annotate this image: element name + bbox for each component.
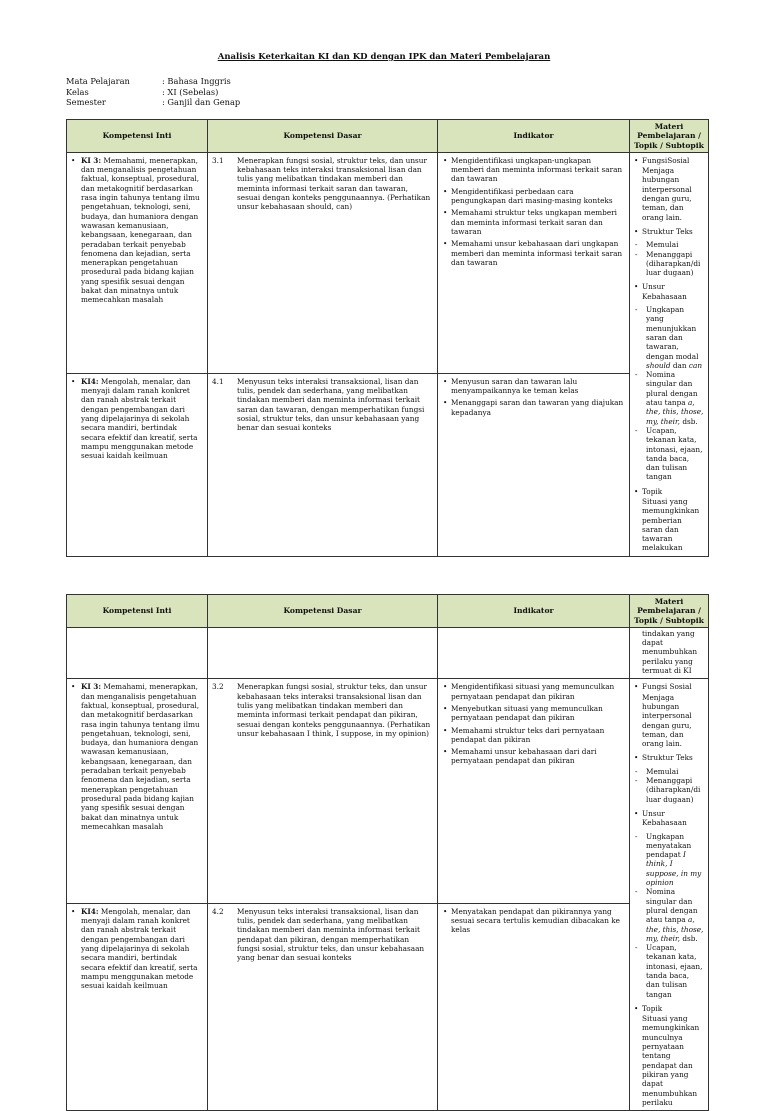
meta-value: : Bahasa Inggris (162, 76, 231, 86)
document-meta (66, 76, 240, 108)
ki4-label: KI4: (81, 906, 99, 916)
ki4-text: Mengolah, menalar, dan menyaji dalam ranah konkret dan ranah abstrak terkait dengan pengembangan dari yang dipelajarinya di sekolah secara mandiri, bertindak secara efektif dan kreatif, serta mampu menggunakan metode sesuai kaidah keilmuan (81, 906, 198, 991)
header-kompetensi-inti: Kompetensi Inti (67, 595, 208, 628)
kd41-text: Menyusun teks interaksi transaksional, lisan dan tulis, pendek dan sederhana, yang melibatkan tindakan memberi dan meminta informasi terkait saran dan tawaran, dengan memperhatikan fungsi sosial, struktur teks, dan unsur kebahasaan yang benar dan sesuai konteks (237, 376, 425, 433)
italic-term: can (688, 360, 703, 370)
meta-label: Kelas (66, 86, 89, 97)
text-span: dsb. (680, 416, 698, 426)
header-indikator: Indikator (438, 595, 630, 628)
header-materi (630, 120, 709, 153)
ki3-text-block (71, 156, 203, 305)
list-item: • Memahami unsur kebahasaan dari ungkapan memberi dan meminta informasi terkait saran dan tawaran (451, 239, 625, 267)
kd31-text: Menerapkan fungsi sosial, struktur teks, dan unsur kebahasaan teks interaksi transaksional lisan dan tulis yang melibatkan tindakan memberi dan meminta informasi terkait saran dan tawaran, sesuai dengan konteks penggunaannya. (Perhatikan unsur kebahasaan should, can) (237, 155, 431, 212)
ki4-text-block (71, 377, 203, 461)
kd42-block (212, 907, 433, 963)
materi-fungsi-text: Menjaga hubungan interpersonal dengan guru, teman, dan orang lain. (642, 166, 692, 222)
header-materi-line2: Topik / Subtopik (634, 615, 704, 625)
materi-cell-1 (630, 152, 709, 556)
materi-carryover-cell (630, 627, 709, 678)
list-item: • Mengidentifikasi ungkapan-ungkapan memberi dan meminta informasi terkait saran dan tawaran (451, 156, 625, 184)
materi-unsur-head: • Unsur Kebahasaan (634, 809, 704, 828)
kd31-code: 3.1 (212, 155, 224, 165)
ind42-list (442, 907, 625, 935)
header-kompetensi-dasar: Kompetensi Dasar (208, 595, 438, 628)
list-item: • Menyusun saran dan tawaran lalu menyampaikannya ke teman kelas (451, 377, 625, 396)
list-item: • Menanggapi saran dan tawaran yang diajukan kepadanya (451, 398, 625, 417)
list-item: • Memahami struktur teks dari pernyataan pendapat dan pikiran (451, 726, 625, 745)
materi-struktur-item: - Menanggapi (diharapkan/di luar dugaan) (634, 250, 704, 278)
materi-unsur-item-c: - Ucapan, tekanan kata, intonasi, ejaan, tanda baca, dan tulisan tangan (634, 426, 704, 482)
kd32-block (212, 682, 433, 738)
materi-unsur-item-b (634, 370, 704, 426)
materi-unsur-item-c: - Ucapan, tekanan kata, intonasi, ejaan, tanda baca, dan tulisan tangan (634, 943, 704, 999)
meta-label: Mata Pelajaran (66, 76, 130, 86)
meta-label: Semester (66, 97, 106, 107)
header-materi-line1: Materi Pembelajaran / (637, 597, 701, 616)
italic-term: should (646, 360, 671, 370)
materi-carryover-text: tindakan yang dapat menumbuhkan perilaku yang termuat di KI (642, 628, 698, 676)
ind41-list (442, 377, 625, 417)
kd42-text: Menyusun teks interaksi transaksional, lisan dan tulis, pendek dan sederhana, yang melibatkan tindakan memberi dan meminta informasi terkait pendapat dan pikiran, dengan memperhatikan fungsi sosial, struktur teks, dan unsur kebahasaan yang benar dan sesuai konteks (237, 906, 425, 963)
meta-value: : XI (Sebelas) (162, 86, 219, 97)
materi-struktur-item: - Memulai (634, 240, 704, 249)
empty-cell (438, 627, 630, 678)
ki3-text: Memahami, menerapkan, dan menganalisis pengetahuan faktual, konseptual, prosedural, dan metakognitif berdasarkan rasa ingin tahunya tentang ilmu pengetahuan, teknologi, seni, budaya, dan humaniora dengan wawasan kemanusiaan, kebangsaan, kenegaraan, dan peradaban terkait penyebab fenomena dan kejadian, serta menerapkan pengetahuan prosedural pada bidang kajian yang spesifik sesuai dengan bakat dan minatnya untuk memecahkan masalah (81, 155, 200, 305)
header-materi-line2: Topik / Subtopik (634, 140, 704, 150)
materi-cell-2 (630, 679, 709, 1111)
ind32-cell (438, 679, 630, 904)
materi-topik-text: Situasi yang memungkinkan pemberian saran dan tawaran melakukan (642, 496, 700, 553)
ki4-label: KI4: (81, 376, 99, 386)
kd41-cell (208, 373, 438, 556)
kd32-text: Menerapkan fungsi sosial, struktur teks, dan unsur kebahasaan teks interaksi transaksional lisan dan tulis yang melibatkan tindakan memberi dan meminta informasi terkait pendapat dan pikiran, sesuai dengan konteks penggunaannya. (Perhatikan unsur kebahasaan I think, I suppose, in my opinion) (237, 682, 431, 738)
ki4-text: Mengolah, menalar, dan menyaji dalam ranah konkret dan ranah abstrak terkait dengan pengembangan dari yang dipelajarinya di sekolah secara mandiri, bertindak secara efektif dan kreatif, serta mampu menggunakan metode sesuai kaidah keilmuan (81, 376, 198, 461)
list-item: • Menyebutkan situasi yang memunculkan pernyataan pendapat dan pikiran (451, 704, 625, 723)
header-indikator: Indikator (438, 120, 630, 153)
ki3-cell (67, 679, 208, 904)
ki3-label: KI 3: (81, 155, 102, 165)
text-span: dan (670, 360, 689, 370)
header-materi (630, 595, 709, 628)
ind41-cell (438, 373, 630, 556)
list-item: • Memahami struktur teks ungkapan memberi dan meminta informasi terkait saran dan tawaran (451, 208, 625, 236)
table-row-ki3 (67, 152, 709, 373)
header-materi-line1: Materi Pembelajaran / (637, 122, 701, 141)
kd31-cell (208, 152, 438, 373)
meta-value: : Ganjil dan Genap (162, 97, 241, 107)
ind31-cell (438, 152, 630, 373)
materi-struktur-head: • Struktur Teks (634, 227, 704, 236)
ind32-list (442, 682, 625, 765)
materi-struktur-item: - Memulai (634, 767, 704, 776)
ind42-cell (438, 903, 630, 1110)
italic-term: I think, I suppose, in my opinion (646, 850, 702, 888)
list-item: • Menyatakan pendapat dan pikirannya yang sesuai secara tertulis kemudian dibacakan ke kelas (451, 907, 625, 935)
table-header-row (67, 120, 709, 153)
text-span: Nomina singular dan plural dengan atau tanpa (646, 887, 698, 925)
materi-topik-text: Situasi yang memungkinkan munculnya pernyataan tentang pendapat dan pikiran yang dapat menumbuhkan perilaku (642, 1014, 700, 1107)
table-row-ki3 (67, 679, 709, 904)
page-title: Analisis Keterkaitan KI dan KD dengan IPK dan Materi Pembelajaran (217, 52, 551, 62)
ki3-cell (67, 152, 208, 373)
kd31-block (212, 156, 433, 212)
materi-unsur-item-a (634, 305, 704, 370)
meta-row-subject (66, 76, 240, 87)
text-span: Ungkapan menyatakan pendapat (646, 831, 692, 860)
ki4-cell (67, 903, 208, 1110)
meta-row-semester (66, 97, 240, 108)
list-item: • Memahami unsur kebahasaan dari dari pernyataan pendapat dan pikiran (451, 747, 625, 766)
text-span: Ungkapan yang menunjukkan saran dan tawaran, dengan modal (646, 305, 699, 361)
ki3-label: KI 3: (81, 682, 102, 692)
ind31-list (442, 156, 625, 267)
kd42-cell (208, 903, 438, 1110)
empty-cell (208, 627, 438, 678)
header-kompetensi-dasar: Kompetensi Dasar (208, 120, 438, 153)
materi-unsur-item-a (634, 832, 704, 888)
text-span: Nomina singular dan plural dengan atau tanpa (646, 370, 698, 408)
kd42-code: 4.2 (212, 906, 224, 916)
ki4-cell (67, 373, 208, 556)
meta-row-class (66, 87, 240, 98)
list-item: • Mengidentifikasi perbedaan cara pengungkapan dari masing-masing konteks (451, 187, 625, 206)
table-row-carryover (67, 627, 709, 678)
ki3-text: Memahami, menerapkan, dan menganalisis pengetahuan faktual, konseptual, prosedural, dan metakognitif berdasarkan rasa ingin tahunya tentang ilmu pengetahuan, teknologi, seni, budaya, dan humaniora dengan wawasan kemanusiaan, kebangsaan, kenegaraan, dan peradaban terkait penyebab fenomena dan kejadian, serta menerapkan pengetahuan prosedural pada bidang kajian yang spesifik sesuai dengan bakat dan minatnya untuk memecahkan masalah (81, 682, 200, 831)
list-item: • Mengidentifikasi situasi yang memunculkan pernyataan pendapat dan pikiran (451, 682, 625, 701)
ki4-text-block (71, 907, 203, 991)
analysis-table-page-1 (66, 119, 709, 557)
materi-topik-head: • Topik (634, 1004, 704, 1013)
kd32-code: 3.2 (212, 682, 224, 692)
materi-struktur-item: - Menanggapi (diharapkan/di luar dugaan) (634, 776, 704, 804)
ki3-text-block (71, 682, 203, 831)
materi-unsur-item-b (634, 887, 704, 943)
kd41-code: 4.1 (212, 376, 224, 386)
text-span: dsb. (680, 933, 698, 943)
kd41-block (212, 377, 433, 433)
table-row-ki4 (67, 903, 709, 1110)
materi-unsur-head: • Unsur Kebahasaan (634, 282, 704, 301)
italic-term: a, the, this, those, my, their, (646, 398, 704, 426)
empty-cell (67, 627, 208, 678)
italic-term: a, the, this, those, my, their, (646, 915, 704, 943)
header-kompetensi-inti: Kompetensi Inti (67, 120, 208, 153)
table-header-row (67, 595, 709, 628)
materi-fungsi-head: • Fungsi Sosial (634, 682, 704, 691)
materi-fungsi-head: • FungsiSosial (634, 156, 704, 165)
kd32-cell (208, 679, 438, 904)
materi-struktur-head: • Struktur Teks (634, 753, 704, 762)
analysis-table-page-2 (66, 594, 709, 1111)
materi-fungsi-text: Menjaga hubungan interpersonal dengan guru, teman, dan orang lain. (642, 692, 692, 749)
table-row-ki4 (67, 373, 709, 556)
materi-topik-head: • Topik (634, 487, 704, 496)
